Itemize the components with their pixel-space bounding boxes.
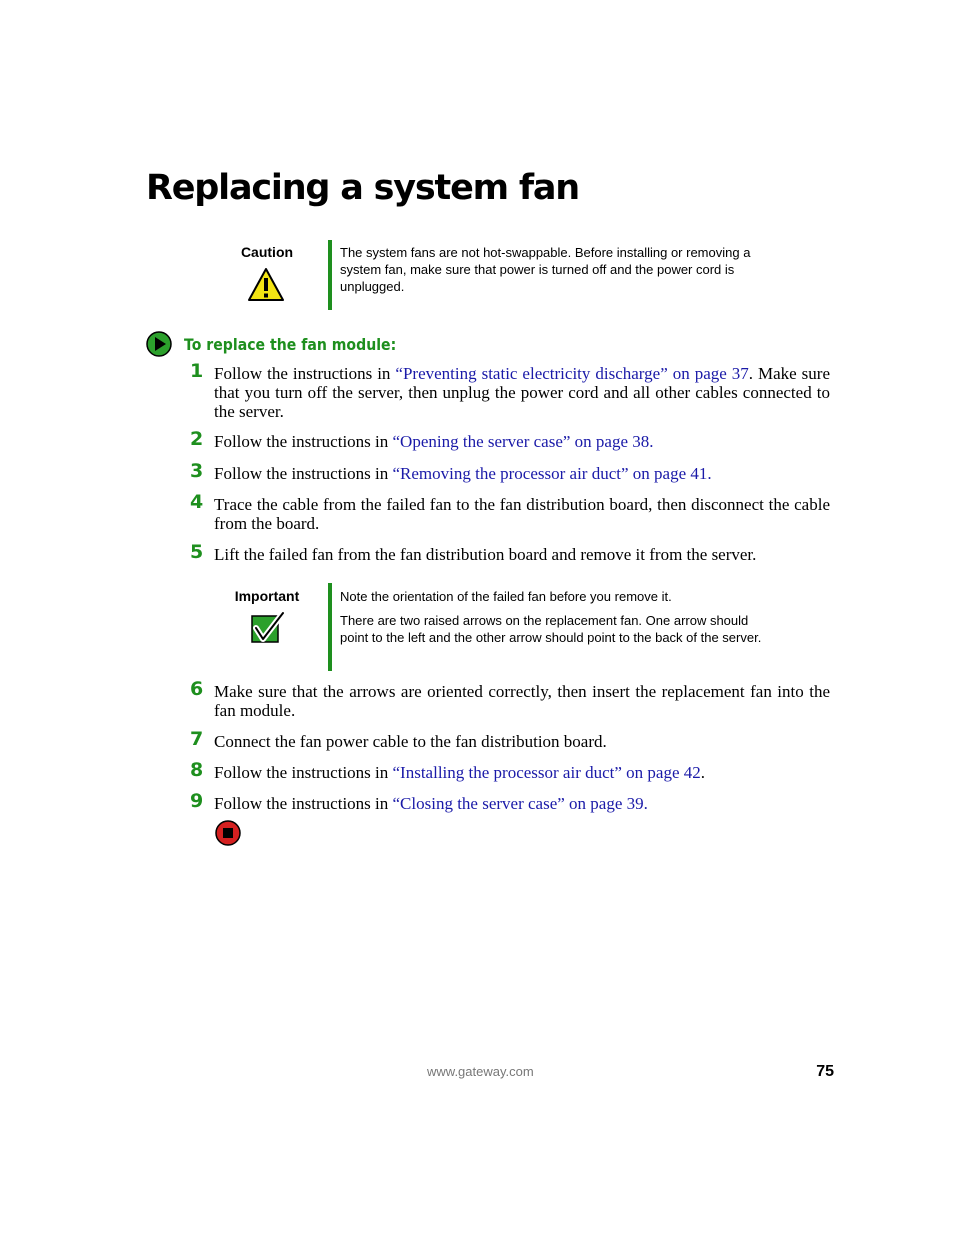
important-paragraph-2: There are two raised arrows on the replacement fan. One arrow should point to the left and the other arrow should point to the back of the server. — [340, 613, 762, 645]
step-number: 1 — [190, 360, 204, 382]
step-number: 7 — [190, 728, 204, 750]
important-label: Important — [234, 588, 300, 604]
link-installing-air-duct[interactable]: “Installing the processor air duct” on page 42 — [392, 763, 701, 782]
important-text — [340, 588, 770, 646]
step-number: 5 — [190, 541, 204, 563]
link-removing-air-duct[interactable]: “Removing the processor air duct” on page 41. — [392, 464, 712, 483]
important-callout — [196, 583, 836, 671]
page-title: Replacing a system fan — [146, 168, 580, 208]
caution-divider — [328, 240, 332, 310]
caution-text — [340, 244, 770, 295]
step-text: Follow the instructions in “Installing the processor air duct” on page 42. — [214, 763, 706, 782]
checkmark-icon — [250, 611, 286, 645]
link-opening-case[interactable]: “Opening the server case” on page 38. — [392, 432, 654, 451]
step-number: 9 — [190, 790, 204, 812]
step-text: Lift the failed fan from the fan distribution board and remove it from the server. — [214, 545, 757, 564]
step-text: Follow the instructions in “Closing the server case” on page 39. — [214, 794, 648, 813]
stop-icon — [215, 820, 241, 846]
step-text: Connect the fan power cable to the fan distribution board. — [214, 732, 607, 751]
play-arrow-icon — [146, 331, 172, 357]
step-number: 2 — [190, 428, 204, 450]
step-number: 6 — [190, 678, 204, 700]
step-text: Follow the instructions in “Removing the processor air duct” on page 41. — [214, 464, 712, 483]
procedure-title: To replace the fan module: — [184, 334, 397, 354]
caution-callout — [196, 240, 836, 310]
warning-triangle-icon — [247, 267, 285, 302]
important-paragraph-1: Note the orientation of the failed fan before you remove it. — [340, 589, 672, 604]
important-divider — [328, 583, 332, 671]
procedure-heading — [146, 330, 425, 358]
step-text: Follow the instructions in “Preventing static electricity discharge” on page 37. Make sure that you turn off the server, then unplug the power cord and all other cables connected to the server. — [214, 364, 830, 421]
caution-label: Caution — [240, 244, 294, 260]
step-number: 8 — [190, 759, 204, 781]
page-number: 75 — [816, 1063, 834, 1080]
link-closing-case[interactable]: “Closing the server case” on page 39. — [392, 794, 648, 813]
step-number: 3 — [190, 460, 204, 482]
step-text: Trace the cable from the failed fan to the fan distribution board, then disconnect the cable from the board. — [214, 495, 830, 533]
link-static-discharge[interactable]: “Preventing static electricity discharge” on page 37 — [395, 364, 749, 383]
caution-paragraph: The system fans are not hot-swappable. Before installing or removing a system fan, make sure that power is turned off and the power cord is unplugged. — [340, 245, 751, 294]
step-text: Follow the instructions in “Opening the server case” on page 38. — [214, 432, 654, 451]
footer-url: www.gateway.com — [427, 1064, 534, 1079]
step-text: Make sure that the arrows are oriented correctly, then insert the replacement fan into the fan module. — [214, 682, 830, 720]
step-number: 4 — [190, 491, 204, 513]
